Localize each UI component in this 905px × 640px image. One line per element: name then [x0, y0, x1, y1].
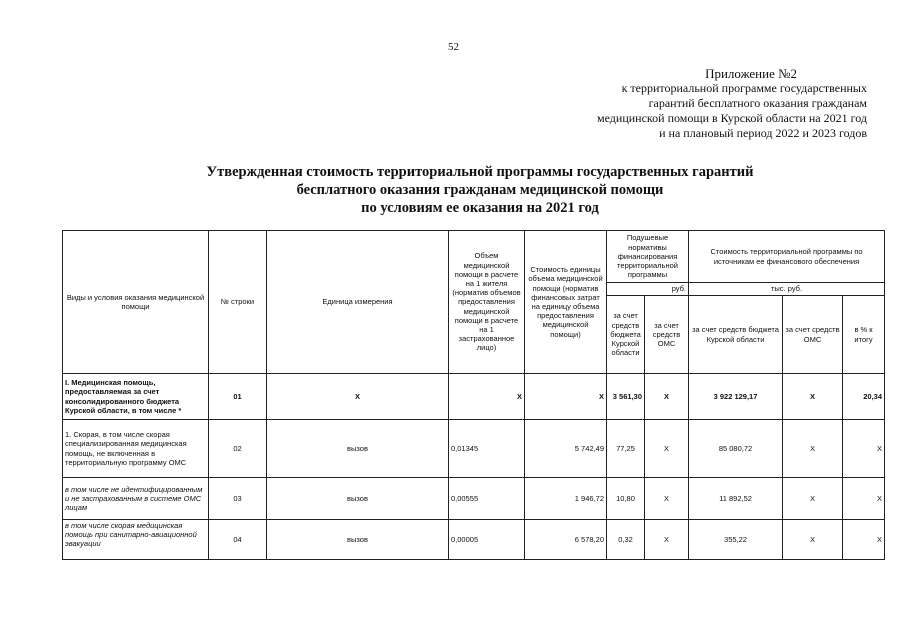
- row-volume: 0,00005: [449, 520, 525, 560]
- row-name: 1. Скорая, в том числе скорая специализированная медицинская помощь, не включенная в территориальную программу ОМС: [63, 420, 209, 478]
- row-pc-oms: X: [645, 478, 689, 520]
- row-pc-budget: 10,80: [607, 478, 645, 520]
- document-title-line: Утвержденная стоимость территориальной программы государственных гарантий: [206, 164, 754, 180]
- row-pct: X: [843, 478, 885, 520]
- header-pc-budget: за счет средств бюджета Курской области: [607, 296, 645, 374]
- row-volume: 0,01345: [449, 420, 525, 478]
- appendix-title: Приложение №2: [705, 66, 797, 81]
- row-tc-budget: 11 892,52: [689, 478, 783, 520]
- row-volume: X: [449, 374, 525, 420]
- row-name: в том числе скорая медицинская помощь при санитарно-авиационной эвакуации: [63, 520, 209, 560]
- row-pct: X: [843, 420, 885, 478]
- header-tc-budget: за счет средств бюджета Курской области: [689, 296, 783, 374]
- row-cost: 1 946,72: [525, 478, 607, 520]
- header-per-capita: Подушевые нормативы финансирования территориальной программы: [607, 231, 689, 283]
- row-unit: вызов: [267, 478, 449, 520]
- document-title-line: по условиям ее оказания на 2021 год: [361, 200, 599, 216]
- row-cost: 6 578,20: [525, 520, 607, 560]
- document-title-line: бесплатного оказания гражданам медицинской помощи: [296, 182, 664, 198]
- header-volume: Объем медицинской помощи в расчете на 1 жителя (норматив объемов предоставления медицинской помощи в расчете на 1 застрахованное лицо): [449, 231, 525, 374]
- header-unit: Единица измерения: [267, 231, 449, 374]
- appendix-line: медицинской помощи в Курской области на 2021 год: [597, 111, 867, 125]
- row-number: 01: [209, 374, 267, 420]
- table-row: [63, 520, 885, 560]
- header-line-number: № строки: [209, 231, 267, 374]
- header-unit-rub: руб.: [607, 283, 689, 296]
- row-tc-oms: X: [783, 520, 843, 560]
- row-pc-budget: 3 561,30: [607, 374, 645, 420]
- row-tc-oms: X: [783, 478, 843, 520]
- row-unit: вызов: [267, 520, 449, 560]
- row-name: в том числе не идентифицированным и не застрахованным в системе ОМС лицам: [63, 478, 209, 520]
- row-pct: X: [843, 520, 885, 560]
- row-pc-budget: 0,32: [607, 520, 645, 560]
- row-unit: X: [267, 374, 449, 420]
- row-number: 02: [209, 420, 267, 478]
- table-row: [63, 420, 885, 478]
- header-type: Виды и условия оказания медицинской помощи: [63, 231, 209, 374]
- appendix-line: гарантий бесплатного оказания гражданам: [648, 96, 867, 110]
- page-number: 52: [448, 41, 459, 53]
- row-number: 04: [209, 520, 267, 560]
- appendix-line: к территориальной программе государственных: [621, 81, 867, 95]
- table-row: [63, 374, 885, 420]
- row-tc-budget: 355,22: [689, 520, 783, 560]
- row-pc-budget: 77,25: [607, 420, 645, 478]
- cost-table: [62, 230, 885, 560]
- row-cost: X: [525, 374, 607, 420]
- appendix-line: и на плановый период 2022 и 2023 годов: [659, 126, 867, 140]
- row-volume: 0,00555: [449, 478, 525, 520]
- row-unit: вызов: [267, 420, 449, 478]
- header-pct: в % к итогу: [843, 296, 885, 374]
- header-unit-cost: Стоимость единицы объема медицинской помощи (норматив финансовых затрат на единицу объема предоставления медицинской помощи): [525, 231, 607, 374]
- row-pc-oms: X: [645, 520, 689, 560]
- row-cost: 5 742,49: [525, 420, 607, 478]
- header-tc-oms: за счет средств ОМС: [783, 296, 843, 374]
- header-unit-thous-rub: тыс. руб.: [689, 283, 885, 296]
- row-tc-budget: 3 922 129,17: [689, 374, 783, 420]
- table-row: [63, 478, 885, 520]
- row-name: I. Медицинская помощь, предоставляемая за счет консолидированного бюджета Курской области, в том числе *: [63, 374, 209, 420]
- row-tc-oms: X: [783, 374, 843, 420]
- row-tc-oms: X: [783, 420, 843, 478]
- row-number: 03: [209, 478, 267, 520]
- header-total-cost: Стоимость территориальной программы по источникам ее финансового обеспечения: [689, 231, 885, 283]
- appendix-header: [537, 66, 867, 141]
- document-title: [150, 163, 810, 217]
- header-pc-oms: за счет средств ОМС: [645, 296, 689, 374]
- row-tc-budget: 85 080,72: [689, 420, 783, 478]
- row-pc-oms: X: [645, 420, 689, 478]
- row-pct: 20,34: [843, 374, 885, 420]
- row-pc-oms: X: [645, 374, 689, 420]
